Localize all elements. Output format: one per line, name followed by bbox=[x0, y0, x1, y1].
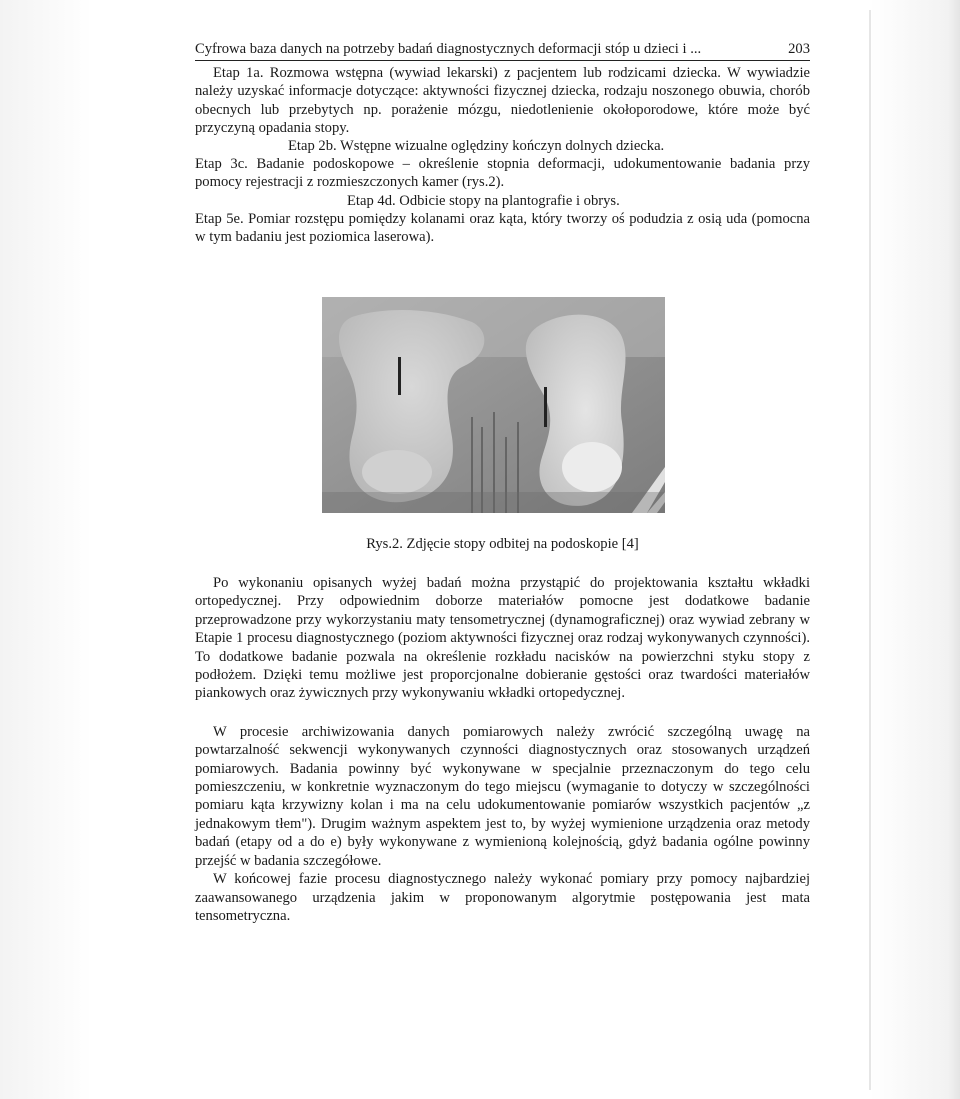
podoscope-photo bbox=[322, 297, 665, 513]
figure-caption: Rys.2. Zdjęcie stopy odbitej na podoskopie [4] bbox=[366, 536, 639, 552]
paragraph-gap bbox=[195, 703, 810, 723]
page-number: 203 bbox=[788, 41, 810, 57]
step-1a: Etap 1a. Rozmowa wstępna (wywiad lekarski) z pacjentem lub rodzicami dziecka. W wywiadzie należy uzyskać informacje dotyczące: aktywności fizycznej dziecka, rodzaju noszonego obuwia, chorób obecnych lub przebytych np. porażenie mózgu, niedotlenienie okołoporodowe, które może być przyczyną opadania stopy. bbox=[195, 65, 810, 136]
page-left-shadow bbox=[0, 0, 92, 1099]
step-3c: Etap 3c. Badanie podoskopowe – określenie stopnia deformacji, udokumentowanie badania przy pomocy rejestracji z rozmieszczonych kamer (rys.2). bbox=[195, 156, 810, 191]
page-edge-line bbox=[869, 10, 871, 1090]
header-title: Cyfrowa baza danych na potrzeby badań diagnostycznych deformacji stóp u dzieci i ... bbox=[195, 41, 702, 57]
step-5e: Etap 5e. Pomiar rozstępu pomiędzy kolanami oraz kąta, który tworzy oś podudzia z osią uda (pomocna w tym badaniu jest poziomica laserowa). bbox=[195, 210, 810, 246]
page-top-block bbox=[195, 40, 810, 246]
step-2b: Etap 2b. Wstępne wizualne oględziny kończyn dolnych dziecka. bbox=[288, 138, 665, 155]
podoscope-foot-image bbox=[322, 297, 665, 513]
step-4d: Etap 4d. Odbicie stopy na plantografie i obrys. bbox=[347, 192, 620, 209]
running-header bbox=[195, 40, 810, 61]
body-text bbox=[195, 574, 810, 925]
paragraph-1: Po wykonaniu opisanych wyżej badań można przystąpić do projektowania kształtu wkładki ortopedycznej. Przy odpowiednim doborze materiałów pomocne jest dodatkowe badanie przeprowadzone przy wykorzystaniu maty tensometrycznej (dynamograficznej) oraz wywiad zebrany w Etapie 1 procesu diagnostycznego (poziom aktywności fizycznej oraz rodzaj wykonywanych czynności). To dodatkowe badanie pozwala na określenie rozkładu nacisków na powierzchni styku stopy z podłożem. Dzięki temu możliwe jest proporcjonalne dobieranie gęstości oraz twardości materiałów piankowych oraz żywicznych przy wykonywaniu wkładki ortopedycznej. bbox=[195, 575, 810, 702]
paragraph-3: W końcowej fazie procesu diagnostycznego należy wykonać pomiary przy pomocy najbardziej zaawansowanego urządzenia jakim w proponowanym algorytmie postępowania jest mata tensometryczna. bbox=[195, 871, 810, 924]
page-right-shadow bbox=[870, 0, 960, 1099]
paragraph-2: W procesie archiwizowania danych pomiarowych należy zwrócić szczególną uwagę na powtarzalność sekwencji wykonywanych czynności diagnostycznych oraz stosowanych urządzeń pomiarowych. Badania powinny być wykonywane w specjalnie przeznaczonym do tego celu pomieszczeniu, w konkretnie wyznaczonym do tego miejscu (wymaganie to dotyczy w szczególności pomiaru kąta krzywizny kolan i ma na celu udokumentowanie pomiarów wszystkich pacjentów „z jednakowym tłem"). Drugim ważnym aspektem jest to, by wyżej wymienione urządzenia oraz metody badań (etapy od a do e) były wykonywane z wymienioną kolejnością, gdyż badania ogólne powinny przejść w badania szczegółowe. bbox=[195, 723, 810, 869]
